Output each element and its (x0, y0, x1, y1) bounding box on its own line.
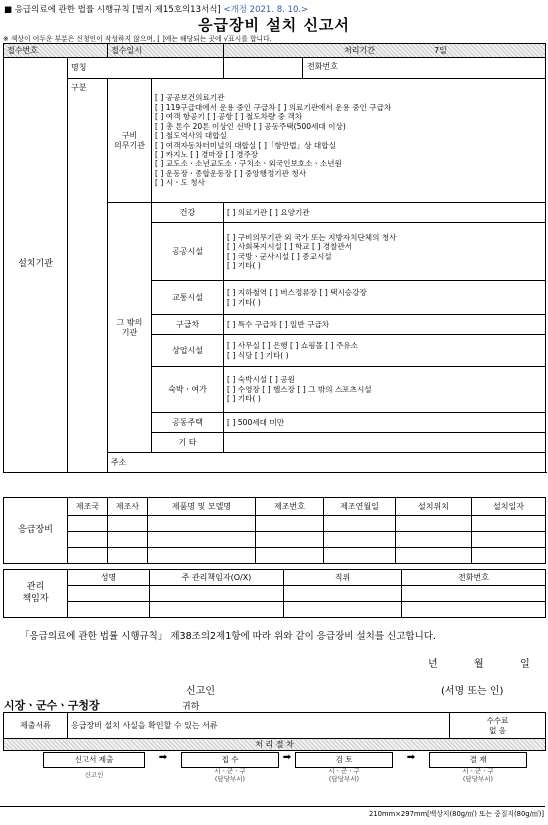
address-label[interactable]: 주소 (108, 453, 546, 473)
equipment-col-header: 제품명 및 모델명 (148, 498, 256, 516)
other-option[interactable]: [ ] 기타( ) (227, 297, 261, 307)
processing-period-label: 처리기간 (344, 45, 375, 55)
other-row-options[interactable] (224, 281, 546, 315)
other-option[interactable]: [ ] 지하철역 [ ] 버스정류장 [ ] 택시승강장 (227, 288, 367, 298)
other-row-options[interactable] (224, 223, 546, 281)
processing-period-value: 7일 (434, 45, 447, 55)
main-form-table (3, 43, 546, 473)
manager-row[interactable] (4, 586, 546, 602)
other-option[interactable]: [ ] 식당 [ ] 기타( ) (227, 350, 289, 360)
procedure-step-box: 접 수 (181, 752, 279, 768)
rescue-options[interactable] (152, 79, 546, 203)
recipient: 시장ㆍ군수ㆍ구청장 (4, 699, 100, 712)
attachments-label: 제출서류 (4, 713, 68, 739)
procedure-step-sub: 시ㆍ군ㆍ구 (담당부서) (462, 767, 494, 783)
other-option[interactable]: [ ] 기타( ) (227, 394, 261, 404)
other-option[interactable]: [ ] 500세대 미만 (227, 417, 285, 427)
equipment-label: 응급장비 (4, 498, 68, 564)
equipment-col-header: 설치위치 (396, 498, 472, 516)
category-label: 구분 (68, 79, 108, 473)
fee-value: 없 음 (489, 725, 506, 735)
manager-col-header: 전화번호 (402, 570, 546, 586)
other-option[interactable]: [ ] 국방ㆍ군사시설 [ ] 종교시설 (227, 251, 332, 261)
other-row-name: 구급차 (152, 315, 224, 335)
date-line (428, 655, 530, 670)
other-row-options[interactable] (224, 335, 546, 367)
manager-row[interactable] (4, 602, 546, 618)
rescue-option[interactable]: [ ] 운동장ㆍ종합운동장 [ ] 중앙행정기관 청사 (155, 168, 307, 178)
form-reference-text: ■ 응급의료에 관한 법률 시행규칙 [별지 제15호의13서식] (4, 5, 221, 15)
procedure-step-sub: 신고인 (84, 771, 104, 779)
rescue-option[interactable]: [ ] 교도소ㆍ소년교도소ㆍ구치소ㆍ외국인보호소ㆍ소년원 (155, 159, 342, 169)
instruction-note: ※ 색상이 어두운 부분은 신청인이 작성하지 않으며, [ ]에는 해당되는 곳에 √표시를 합니다. (3, 35, 272, 43)
other-option[interactable]: [ ] 특수 구급차 [ ] 일반 구급차 (227, 319, 330, 329)
paper-spec: 210mm×297mm[백상지(80g/㎡) 또는 중질지(80g/㎡)] (369, 810, 544, 818)
signature-hint[interactable]: (서명 또는 인) (441, 686, 504, 697)
other-row-name: 숙박ㆍ여가 (152, 367, 224, 413)
procedure-step-sub: 시ㆍ군ㆍ구 (담당부서) (214, 767, 246, 783)
fee-label: 수수료 (486, 716, 509, 726)
procedure-label: 처 리 절 차 (4, 739, 546, 751)
arrow-icon: ➡ (406, 752, 416, 763)
page-title: 응급장비 설치 신고서 (198, 16, 350, 34)
recipient-suffix: 귀하 (182, 702, 200, 712)
other-row-blank[interactable] (224, 433, 546, 453)
manager-col-header: 직위 (284, 570, 402, 586)
declaration-text: 「응급의료에 관한 법률 시행규칙」 제38조의2제1항에 따라 위와 같이 응급장비 설치를 신고합니다. (20, 631, 436, 642)
other-row-name: 공공시설 (152, 223, 224, 281)
other-row-name: 공동주택 (152, 413, 224, 433)
equipment-row[interactable] (4, 548, 546, 564)
rescue-option[interactable]: [ ] 시ㆍ도 청사 (155, 178, 205, 188)
other-row-name: 기 타 (152, 433, 224, 453)
month-label: 월 (474, 659, 484, 670)
equipment-col-header: 제조국 (68, 498, 108, 516)
procedure-flow (3, 752, 545, 800)
rescue-option[interactable]: [ ] 총 톤수 20톤 이상인 선박 [ ] 공동주택(500세대 이상) (155, 121, 346, 131)
manager-label: 관리 책임자 (4, 570, 68, 618)
other-option[interactable]: [ ] 사회복지시설 [ ] 학교 [ ] 경찰관서 (227, 242, 353, 252)
other-row-options[interactable] (224, 367, 546, 413)
other-row-name: 상업시설 (152, 335, 224, 367)
other-row-name: 교통시설 (152, 281, 224, 315)
rescue-option[interactable]: [ ] 119구급대에서 운용 중인 구급차 [ ] 의료기관에서 운용 중인 구급차 (155, 102, 392, 112)
other-row-options[interactable] (224, 203, 546, 223)
year-label: 년 (428, 659, 438, 670)
arrow-icon: ➡ (158, 752, 168, 763)
arrow-icon: ➡ (282, 752, 292, 763)
procedure-step-sub: 시ㆍ군ㆍ구 (담당부서) (328, 767, 360, 783)
manager-col-header: 성명 (68, 570, 150, 586)
other-row-options[interactable] (224, 315, 546, 335)
other-option[interactable]: [ ] 사무실 [ ] 은행 [ ] 쇼핑몰 [ ] 주유소 (227, 341, 358, 351)
attachments-desc: 응급장비 설치 사실을 확인할 수 있는 서류 (68, 713, 450, 739)
other-option[interactable]: [ ] 의료기관 [ ] 요양기관 (227, 207, 310, 217)
day-label: 일 (520, 659, 530, 670)
manager-col-header: 주 관리책임자(O/X) (150, 570, 284, 586)
procedure-step-box: 결 재 (429, 752, 527, 768)
equipment-row[interactable] (4, 532, 546, 548)
receipt-date-label: 접수일시 (108, 44, 224, 58)
applicant-label: 신고인 (186, 686, 215, 697)
rescue-option[interactable]: [ ] 카지노 [ ] 경마장 [ ] 경주장 (155, 149, 259, 159)
procedure-step-box: 검 토 (295, 752, 393, 768)
install-org-label: 설치기관 (4, 58, 68, 473)
equipment-col-header: 제조연월일 (324, 498, 396, 516)
revision-date: <개정 2021. 8. 10.> (223, 5, 309, 15)
rescue-option[interactable]: [ ] 여객자동차터미널의 대합실 [ ]「항만법」상 대합실 (155, 140, 336, 150)
rescue-obligated-label: 구비 의무기관 (108, 79, 152, 203)
equipment-row[interactable] (4, 516, 546, 532)
equipment-col-header: 제조번호 (256, 498, 324, 516)
other-org-label: 그 밖의 기관 (108, 203, 152, 453)
footer-divider (0, 806, 545, 807)
equipment-col-header: 제조사 (108, 498, 148, 516)
rescue-option[interactable]: [ ] 여객 항공기 [ ] 공항 [ ] 철도차량 중 객차 (155, 112, 303, 122)
other-option[interactable]: [ ] 구비의무기관 외 국가 또는 지방자치단체의 청사 (227, 232, 397, 242)
other-row-name: 건강 (152, 203, 224, 223)
org-name-label[interactable]: 명칭 (68, 58, 224, 79)
equipment-table (3, 497, 546, 564)
other-row-options[interactable] (224, 413, 546, 433)
other-option[interactable]: [ ] 수영장 [ ] 헬스장 [ ] 그 밖의 스포츠시설 (227, 384, 372, 394)
rescue-option[interactable]: [ ] 공공보건의료기관 (155, 93, 225, 103)
manager-table (3, 569, 546, 618)
other-option[interactable]: [ ] 기타( ) (227, 260, 261, 270)
other-option[interactable]: [ ] 숙박시설 [ ] 공원 (227, 375, 295, 385)
rescue-option[interactable]: [ ] 철도역사의 대합실 (155, 131, 227, 141)
receipt-no-label: 접수번호 (4, 44, 108, 58)
org-phone-label[interactable]: 전화번호 (307, 62, 338, 71)
procedure-step-box: 신고서 제출 (43, 752, 145, 768)
attachments-table (3, 712, 546, 751)
equipment-col-header: 설치일자 (472, 498, 546, 516)
